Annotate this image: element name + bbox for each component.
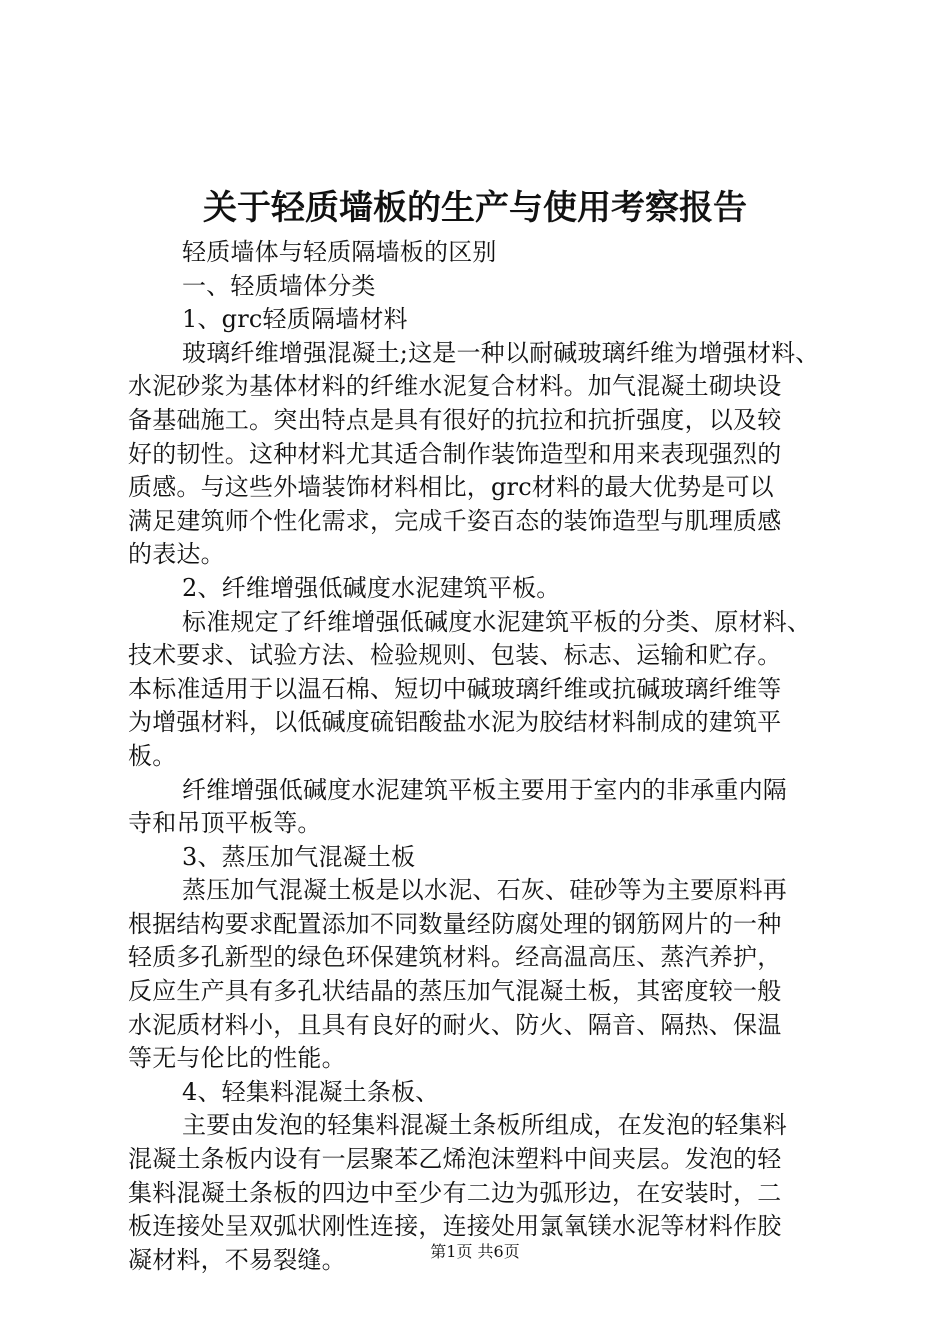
body-line: 板连接处呈双弧状刚性连接，连接处用氯氧镁水泥等材料作胶	[128, 1212, 782, 1241]
body-line: 反应生产具有多孔状结晶的蒸压加气混凝土板，其密度较一般	[128, 977, 782, 1006]
body-line: 一、轻质墙体分类	[182, 271, 376, 300]
page-number: 第1页 共6页	[430, 1242, 520, 1261]
body-line: 备基础施工。突出特点是具有很好的抗拉和抗折强度，以及较	[128, 405, 782, 434]
body-line: 技术要求、试验方法、检验规则、包装、标志、运输和贮存。	[128, 641, 782, 670]
body-line: 水泥砂浆为基体材料的纤维水泥复合材料。加气混凝土砌块设	[128, 372, 782, 401]
body-line: 蒸压加气混凝土板是以水泥、石灰、硅砂等为主要原料再	[182, 876, 787, 905]
body-line: 本标准适用于以温石棉、短切中碱玻璃纤维或抗碱玻璃纤维等	[128, 674, 782, 703]
document-body	[128, 236, 838, 1277]
body-line: 为增强材料，以低碱度硫铝酸盐水泥为胶结材料制成的建筑平	[128, 708, 782, 737]
body-line: 集料混凝土条板的四边中至少有二边为弧形边，在安装时，二	[128, 1178, 782, 1207]
body-line: 轻质墙体与轻质隔墙板的区别	[182, 238, 497, 266]
body-line: 标准规定了纤维增强低碱度水泥建筑平板的分类、原材料、	[182, 607, 812, 636]
body-line: 玻璃纤维增强混凝土;这是一种以耐碱玻璃纤维为增强材料、	[182, 338, 820, 367]
body-line: 板。	[128, 741, 177, 770]
body-line: 等无与伦比的性能。	[128, 1044, 346, 1073]
body-line: 混凝土条板内设有一层聚苯乙烯泡沫塑料中间夹层。发泡的轻	[128, 1145, 782, 1174]
body-line: 根据结构要求配置添加不同数量经防腐处理的钢筋网片的一种	[128, 909, 782, 938]
body-line: 3、蒸压加气混凝土板	[182, 842, 416, 871]
body-line: 1、grc轻质隔墙材料	[182, 305, 408, 334]
body-line: 4、轻集料混凝土条板、	[182, 1077, 440, 1106]
body-line: 主要由发泡的轻集料混凝土条板所组成，在发泡的轻集料	[182, 1111, 787, 1140]
body-line: 2、纤维增强低碱度水泥建筑平板。	[182, 573, 561, 602]
body-line: 水泥质材料小，且具有良好的耐火、防火、隔音、隔热、保温	[128, 1010, 782, 1039]
body-line: 凝材料，不易裂缝。	[128, 1245, 346, 1274]
body-line: 满足建筑师个性化需求，完成千姿百态的装饰造型与肌理质感	[128, 506, 782, 535]
body-line: 质感。与这些外墙装饰材料相比，grc材料的最大优势是可以	[128, 473, 774, 502]
document-title: 关于轻质墙板的生产与使用考察报告	[203, 188, 747, 228]
body-line: 寺和吊顶平板等。	[128, 809, 322, 838]
body-line: 轻质多孔新型的绿色环保建筑材料。经高温高压、蒸汽养护，	[128, 943, 782, 972]
body-line: 好的韧性。这种材料尤其适合制作装饰造型和用来表现强烈的	[128, 439, 782, 468]
body-line: 的表达。	[128, 540, 225, 569]
body-line: 纤维增强低碱度水泥建筑平板主要用于室内的非承重内隔	[182, 775, 787, 804]
